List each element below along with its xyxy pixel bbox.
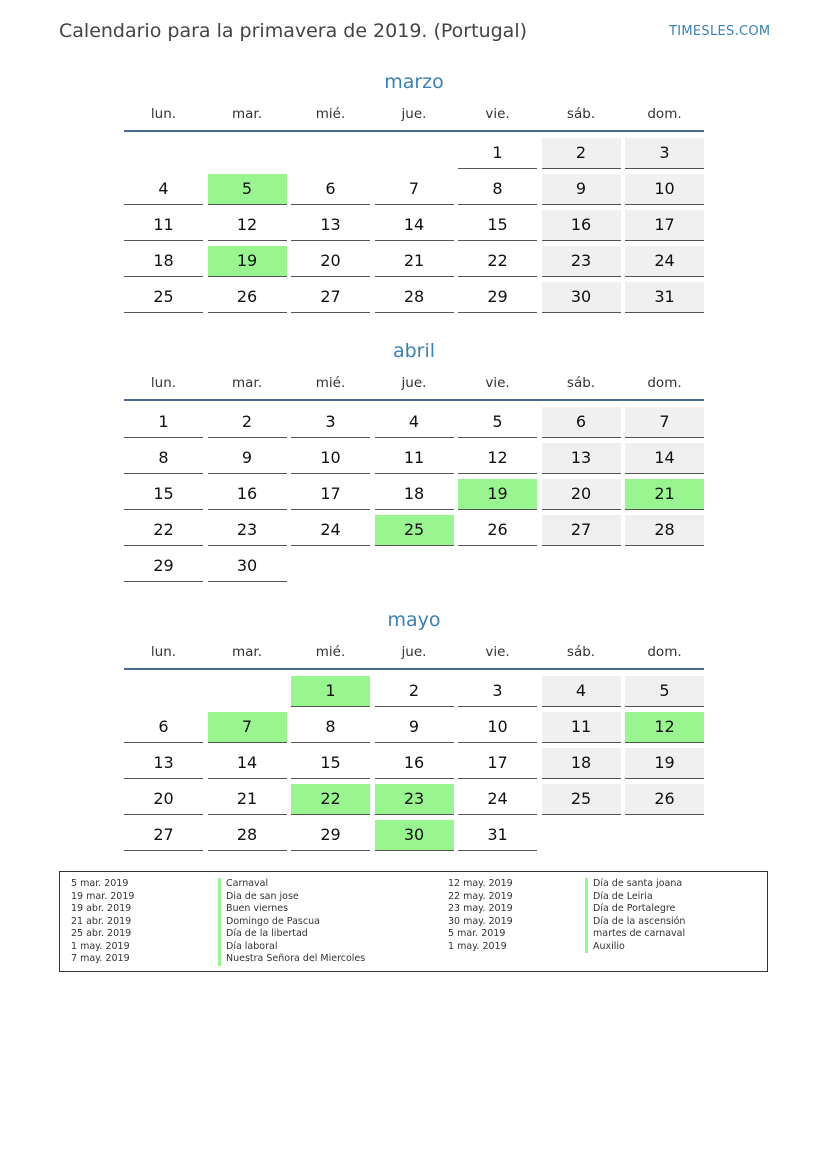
day-cell[interactable]: 3 [291, 407, 370, 438]
day-cell[interactable]: 6 [291, 174, 370, 205]
day-cell[interactable]: 5 [458, 407, 537, 438]
holiday-day-cell[interactable]: 25 [375, 515, 454, 546]
legend-left-names [218, 878, 365, 966]
day-cell[interactable]: 11 [124, 210, 203, 241]
day-cell[interactable]: 5 [625, 676, 704, 707]
empty-cell [458, 551, 537, 581]
legend-holiday-name: Día de la libertad [218, 928, 365, 941]
holiday-day-cell[interactable]: 30 [375, 820, 454, 851]
holiday-day-cell[interactable]: 12 [625, 712, 704, 743]
day-cell[interactable]: 11 [542, 712, 621, 743]
day-cell[interactable]: 8 [458, 174, 537, 205]
legend-holiday-name: Nuestra Señora del Miercoles [218, 953, 365, 966]
weekday-label: mar. [231, 106, 263, 122]
day-cell[interactable]: 24 [291, 515, 370, 546]
day-cell[interactable]: 10 [291, 443, 370, 474]
day-cell[interactable]: 22 [458, 246, 537, 277]
legend-date: 5 mar. 2019 [448, 928, 506, 939]
legend-date: 25 abr. 2019 [71, 928, 132, 939]
days-grid [124, 674, 704, 854]
month-2 [124, 606, 704, 854]
day-cell[interactable]: 14 [625, 443, 704, 474]
day-cell[interactable]: 17 [291, 479, 370, 510]
day-cell[interactable]: 4 [542, 676, 621, 707]
empty-cell [208, 138, 287, 168]
day-cell[interactable]: 17 [458, 748, 537, 779]
empty-cell [542, 820, 621, 850]
empty-cell [542, 551, 621, 581]
day-cell[interactable]: 13 [124, 748, 203, 779]
day-cell[interactable]: 27 [124, 820, 203, 851]
day-cell[interactable]: 18 [375, 479, 454, 510]
weekday-label: mar. [231, 375, 263, 391]
weekday-label: sáb. [566, 644, 596, 660]
day-cell[interactable]: 7 [625, 407, 704, 438]
day-cell[interactable]: 18 [124, 246, 203, 277]
day-cell[interactable]: 26 [208, 282, 287, 313]
weekday-label: mar. [231, 644, 263, 660]
day-cell[interactable]: 15 [124, 479, 203, 510]
day-cell[interactable]: 27 [542, 515, 621, 546]
day-cell[interactable]: 12 [458, 443, 537, 474]
day-cell[interactable]: 31 [458, 820, 537, 851]
holiday-day-cell[interactable]: 1 [291, 676, 370, 707]
day-cell[interactable]: 9 [542, 174, 621, 205]
day-cell[interactable]: 24 [458, 784, 537, 815]
day-cell[interactable]: 16 [375, 748, 454, 779]
holiday-legend [59, 871, 768, 972]
day-cell[interactable]: 13 [291, 210, 370, 241]
legend-date: 12 may. 2019 [448, 878, 513, 889]
holiday-day-cell[interactable]: 19 [458, 479, 537, 510]
day-cell[interactable]: 3 [625, 138, 704, 169]
header-divider [124, 399, 704, 401]
day-cell[interactable]: 2 [208, 407, 287, 438]
weekday-label: lun. [150, 375, 177, 391]
day-cell[interactable]: 23 [208, 515, 287, 546]
legend-date: 19 abr. 2019 [71, 903, 132, 914]
day-cell[interactable]: 18 [542, 748, 621, 779]
weekday-label: dom. [647, 106, 682, 122]
day-cell[interactable]: 26 [458, 515, 537, 546]
day-cell[interactable]: 30 [208, 551, 287, 582]
day-cell[interactable]: 9 [208, 443, 287, 474]
legend-holiday-name: Auxilio [585, 941, 685, 954]
day-cell[interactable]: 20 [291, 246, 370, 277]
holiday-day-cell[interactable]: 22 [291, 784, 370, 815]
weekday-label: dom. [647, 644, 682, 660]
weekday-label: dom. [647, 375, 682, 391]
empty-cell [208, 676, 287, 706]
holiday-day-cell[interactable]: 5 [208, 174, 287, 205]
holiday-day-cell[interactable]: 23 [375, 784, 454, 815]
weekday-label: mié. [315, 106, 346, 122]
weekday-label: jue. [401, 644, 427, 660]
day-cell[interactable]: 4 [124, 174, 203, 205]
day-cell[interactable]: 28 [625, 515, 704, 546]
legend-holiday-name: Buen viernes [218, 903, 365, 916]
weekday-label: lun. [150, 644, 177, 660]
day-cell[interactable]: 22 [124, 515, 203, 546]
day-cell[interactable]: 21 [208, 784, 287, 815]
weekday-label: lun. [150, 106, 177, 122]
empty-cell [375, 138, 454, 168]
legend-date: 21 abr. 2019 [71, 915, 132, 927]
weekday-header [124, 640, 704, 664]
legend-date: 1 may. 2019 [71, 940, 130, 952]
day-cell[interactable]: 13 [542, 443, 621, 474]
day-cell[interactable]: 11 [375, 443, 454, 474]
day-cell[interactable]: 29 [458, 282, 537, 313]
weekday-header [124, 371, 704, 395]
legend-holiday-name: Domingo de Pascua [218, 916, 365, 929]
day-cell[interactable]: 29 [291, 820, 370, 851]
weekday-label: sáb. [566, 375, 596, 391]
day-cell[interactable]: 15 [291, 748, 370, 779]
weekday-label: mié. [315, 644, 346, 660]
day-cell[interactable]: 14 [375, 210, 454, 241]
day-cell[interactable]: 2 [375, 676, 454, 707]
empty-cell [625, 551, 704, 581]
month-name: marzo [384, 71, 444, 93]
day-cell[interactable]: 14 [208, 748, 287, 779]
day-cell[interactable]: 31 [625, 282, 704, 313]
header-divider [124, 130, 704, 132]
legend-holiday-name: Día de santa joana [585, 878, 685, 891]
day-cell[interactable]: 26 [625, 784, 704, 815]
legend-date: 19 mar. 2019 [71, 890, 135, 902]
day-cell[interactable]: 20 [124, 784, 203, 815]
brand-logo[interactable]: TIMESLES.COM [669, 24, 771, 39]
day-cell[interactable]: 8 [291, 712, 370, 743]
holiday-day-cell[interactable]: 21 [625, 479, 704, 510]
month-name: abril [392, 340, 436, 362]
legend-right-dates [448, 878, 513, 953]
legend-date: 23 may. 2019 [448, 903, 513, 914]
day-cell[interactable]: 28 [208, 820, 287, 851]
empty-cell [124, 138, 203, 168]
day-cell[interactable]: 6 [124, 712, 203, 743]
weekday-label: jue. [401, 375, 427, 391]
day-cell[interactable]: 15 [458, 210, 537, 241]
day-cell[interactable]: 30 [542, 282, 621, 313]
empty-cell [375, 551, 454, 581]
day-cell[interactable]: 4 [375, 407, 454, 438]
day-cell[interactable]: 16 [208, 479, 287, 510]
day-cell[interactable]: 1 [458, 138, 537, 169]
day-cell[interactable]: 6 [542, 407, 621, 438]
legend-holiday-name: Día de la ascensión [585, 916, 685, 929]
legend-date: 22 may. 2019 [448, 890, 513, 902]
legend-left-dates [71, 878, 134, 966]
empty-cell [291, 138, 370, 168]
day-cell[interactable]: 10 [458, 712, 537, 743]
legend-holiday-name: Carnaval [218, 878, 365, 891]
days-grid [124, 136, 704, 316]
day-cell[interactable]: 25 [124, 282, 203, 313]
day-cell[interactable]: 9 [375, 712, 454, 743]
day-cell[interactable]: 27 [291, 282, 370, 313]
month-1 [124, 337, 704, 585]
day-cell[interactable]: 7 [375, 174, 454, 205]
weekday-header [124, 102, 704, 126]
legend-holiday-name: Dia de san jose [218, 891, 365, 904]
weekday-label: jue. [401, 106, 427, 122]
legend-date: 30 may. 2019 [448, 915, 513, 927]
day-cell[interactable]: 10 [625, 174, 704, 205]
legend-holiday-name: Día de Portalegre [585, 903, 685, 916]
empty-cell [291, 551, 370, 581]
day-cell[interactable]: 20 [542, 479, 621, 510]
day-cell[interactable]: 3 [458, 676, 537, 707]
month-name: mayo [387, 609, 441, 631]
days-grid [124, 405, 704, 585]
day-cell[interactable]: 17 [625, 210, 704, 241]
legend-holiday-name: martes de carnaval [585, 928, 685, 941]
holiday-day-cell[interactable]: 19 [208, 246, 287, 277]
day-cell[interactable]: 8 [124, 443, 203, 474]
legend-right-names [585, 878, 685, 953]
day-cell[interactable]: 16 [542, 210, 621, 241]
header-divider [124, 668, 704, 670]
day-cell[interactable]: 29 [124, 551, 203, 582]
holiday-day-cell[interactable]: 7 [208, 712, 287, 743]
legend-holiday-name: Día de Leiria [585, 891, 685, 904]
day-cell[interactable]: 19 [625, 748, 704, 779]
day-cell[interactable]: 25 [542, 784, 621, 815]
empty-cell [625, 820, 704, 850]
weekday-label: vie. [485, 106, 510, 122]
day-cell[interactable]: 1 [124, 407, 203, 438]
weekday-label: mié. [315, 375, 346, 391]
day-cell[interactable]: 12 [208, 210, 287, 241]
day-cell[interactable]: 28 [375, 282, 454, 313]
legend-date: 5 mar. 2019 [71, 878, 129, 889]
weekday-label: vie. [485, 644, 510, 660]
month-0 [124, 68, 704, 316]
page-title: Calendario para la primavera de 2019. (Portugal) [59, 20, 528, 42]
legend-date: 1 may. 2019 [448, 940, 507, 952]
weekday-label: sáb. [566, 106, 596, 122]
day-cell[interactable]: 24 [625, 246, 704, 277]
day-cell[interactable]: 21 [375, 246, 454, 277]
day-cell[interactable]: 2 [542, 138, 621, 169]
weekday-label: vie. [485, 375, 510, 391]
day-cell[interactable]: 23 [542, 246, 621, 277]
empty-cell [124, 676, 203, 706]
legend-holiday-name: Día laboral [218, 941, 365, 954]
legend-date: 7 may. 2019 [71, 953, 130, 964]
